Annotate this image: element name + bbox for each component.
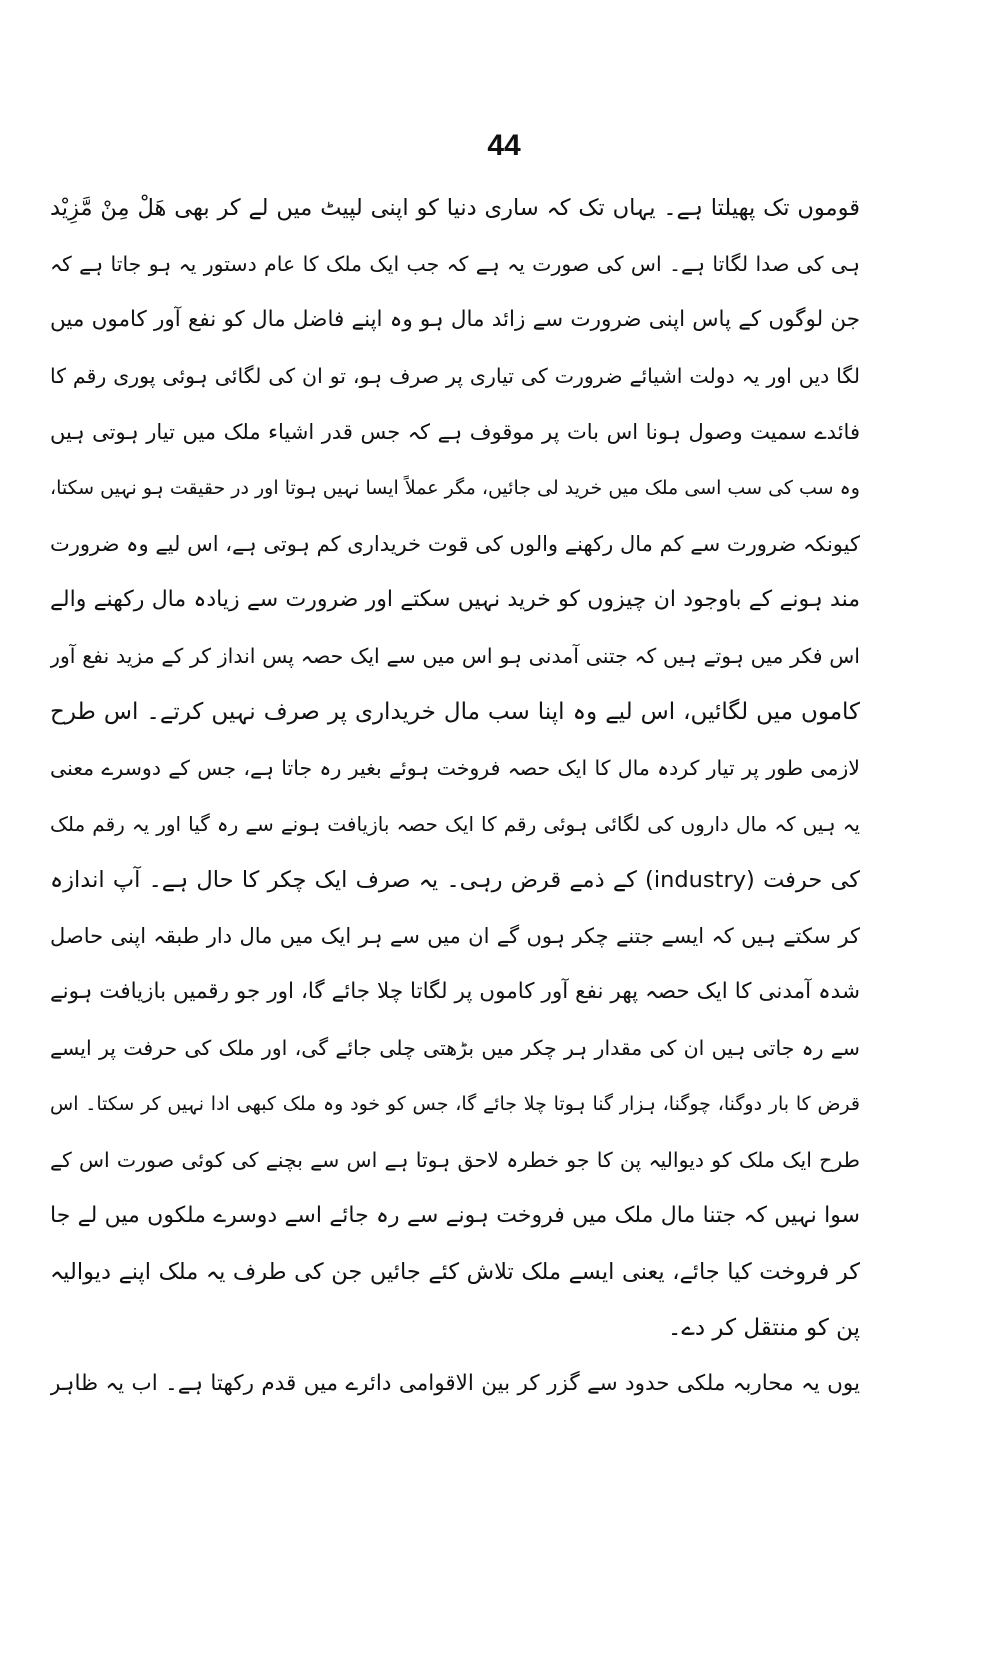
text-line: قرض کا بار دوگنا، چوگنا، ہزار گنا ہوتا چلا جائے گا، جس کو خود وہ ملک کبھی ادا نہیں کر سکتا۔ اس [50,1093,860,1115]
paragraph-end-line: پن کو منتقل کر دے۔ [667,1315,860,1341]
body-text [50,180,860,1412]
text-line: سوا نہیں کہ جتنا مال ملک میں فروخت ہونے سے رہ جائے اسے دوسرے ملکوں میں لے جا [50,1203,860,1228]
text-line: لازمی طور پر تیار کردہ مال کا ایک حصہ فروخت ہوئے بغیر رہ جاتا ہے، جس کے دوسرے معنی [50,756,860,780]
text-line: شدہ آمدنی کا ایک حصہ پھر نفع آور کاموں پر لگاتا چلا جائے گا، اور جو رقمیں بازیافت ہونے [50,979,860,1004]
text-line: ہی کی صدا لگاتا ہے۔ اس کی صورت یہ ہے کہ جب ایک ملک کا عام دستور یہ ہو جاتا ہے کہ [50,252,860,276]
text-line: کیونکہ ضرورت سے کم مال رکھنے والوں کی قوت خریداری کم ہوتی ہے، اس لیے وہ ضرورت [50,532,860,556]
text-line: طرح ایک ملک کو دیوالیہ پن کا جو خطرہ لاحق ہوتا ہے اس سے بچنے کی کوئی صورت اس کے [50,1148,860,1172]
text-line: سے رہ جاتی ہیں ان کی مقدار ہر چکر میں بڑھتی چلی جائے گی، اور ملک کی حرفت پر ایسے [50,1036,860,1060]
text-line: قوموں تک پھیلتا ہے۔ یہاں تک کہ ساری دنیا کو اپنی لپیٹ میں لے کر بھی هَلْ مِنْ مَّزِيْد [50,195,860,221]
text-line: فائدے سمیت وصول ہونا اس بات پر موقوف ہے کہ جس قدر اشیاء ملک میں تیار ہوتی ہیں [50,420,860,444]
text-line: جن لوگوں کے پاس اپنی ضرورت سے زائد مال ہو وہ اپنے فاضل مال کو نفع آور کاموں میں [50,307,860,332]
page-number: 44 [487,129,521,162]
text-line: کر سکتے ہیں کہ ایسے جتنے چکر ہوں گے ان میں سے ہر ایک میں مال دار طبقہ اپنی حاصل [50,924,860,948]
text-line: کاموں میں لگائیں، اس لیے وہ اپنا سب مال خریداری پر صرف نہیں کرتے۔ اس طرح [50,699,860,725]
text-line: مند ہونے کے باوجود ان چیزوں کو خرید نہیں سکتے اور ضرورت سے زیادہ مال رکھنے والے [50,587,860,612]
text-line: لگا دیں اور یہ دولت اشیائے ضرورت کی تیاری پر صرف ہو، تو ان کی لگائی ہوئی پوری رقم کا [50,364,860,388]
text-line: اس فکر میں ہوتے ہیں کہ جتنی آمدنی ہو اس میں سے ایک حصہ پس انداز کر کے مزید نفع آور [50,644,860,668]
text-line: کی حرفت (industry) کے ذمے قرض رہی۔ یہ صرف ایک چکر کا حال ہے۔ آپ اندازہ [50,867,860,893]
text-line: کر فروخت کیا جائے، یعنی ایسے ملک تلاش کئے جائیں جن کی طرف یہ ملک اپنے دیوالیہ [50,1259,860,1285]
text-line: وہ سب کی سب اسی ملک میں خرید لی جائیں، مگر عملاً ایسا نہیں ہوتا اور در حقیقت ہو نہیں سکتا، [50,477,860,499]
text-line: یہ ہیں کہ مال داروں کی لگائی ہوئی رقم کا ایک حصہ بازیافت ہونے سے رہ گیا اور یہ رقم ملک [50,812,860,836]
paragraph-start-line: یوں یہ محاربہ ملکی حدود سے گزر کر بین الاقوامی دائرے میں قدم رکھتا ہے۔ اب یہ ظاہر [50,1371,860,1396]
